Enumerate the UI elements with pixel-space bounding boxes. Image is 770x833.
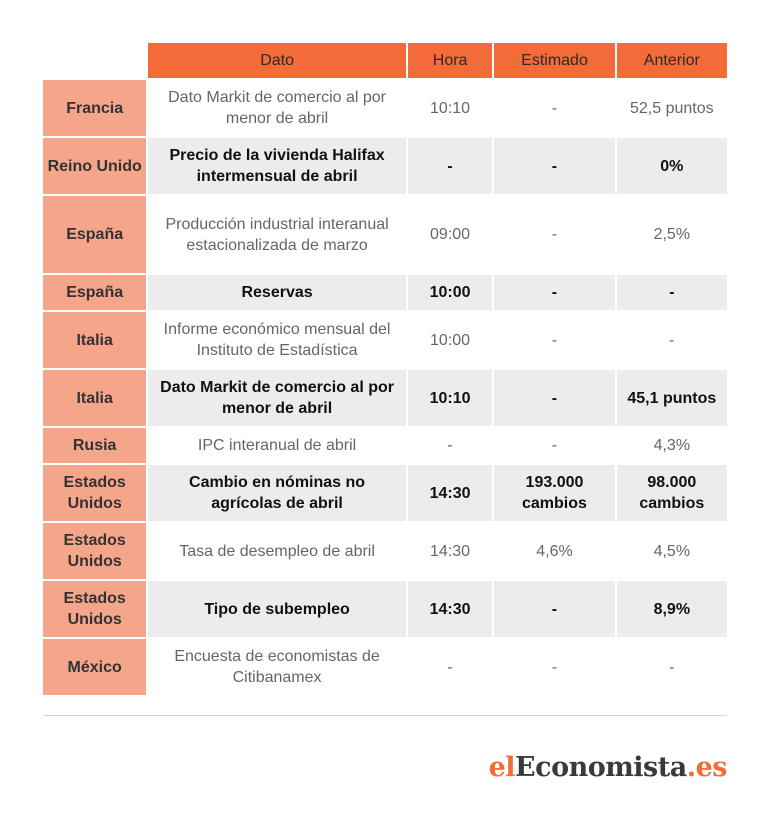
table-row <box>43 312 727 368</box>
anterior-cell: - <box>617 275 727 310</box>
estimado-cell: - <box>494 581 614 637</box>
economic-calendar-table <box>43 43 727 695</box>
country-cell: México <box>43 639 146 695</box>
anterior-cell: 8,9% <box>617 581 727 637</box>
estimado-cell: 193.000 cambios <box>494 465 614 521</box>
estimado-cell: 4,6% <box>494 523 614 579</box>
dato-cell: Informe económico mensual del Instituto de Estadística <box>148 312 405 368</box>
table-header <box>43 43 727 78</box>
hora-cell: 09:00 <box>408 196 493 273</box>
hora-cell: 10:10 <box>408 80 493 136</box>
estimado-cell: - <box>494 428 614 463</box>
dato-cell: Reservas <box>148 275 405 310</box>
dato-cell: IPC interanual de abril <box>148 428 405 463</box>
estimado-cell: - <box>494 370 614 426</box>
country-cell: Estados Unidos <box>43 581 146 637</box>
estimado-cell: - <box>494 138 614 194</box>
anterior-cell: 0% <box>617 138 727 194</box>
anterior-cell: 98.000 cambios <box>617 465 727 521</box>
anterior-cell: 45,1 puntos <box>617 370 727 426</box>
country-cell: Italia <box>43 370 146 426</box>
logo-middle: Economista <box>515 752 687 783</box>
estimado-cell: - <box>494 639 614 695</box>
table-row <box>43 80 727 136</box>
table-row <box>43 138 727 194</box>
eleconomista-logo <box>489 752 727 783</box>
hora-cell: - <box>408 138 493 194</box>
country-cell: Estados Unidos <box>43 523 146 579</box>
hora-cell: 14:30 <box>408 465 493 521</box>
country-cell: Francia <box>43 80 146 136</box>
logo-suffix: .es <box>686 752 727 783</box>
dato-cell: Dato Markit de comercio al por menor de abril <box>148 80 405 136</box>
dato-cell: Precio de la vivienda Halifax intermensual de abril <box>148 138 405 194</box>
country-cell: Estados Unidos <box>43 465 146 521</box>
dato-cell: Cambio en nóminas no agrícolas de abril <box>148 465 405 521</box>
estimado-cell: - <box>494 196 614 273</box>
table-row <box>43 275 727 310</box>
header-spacer <box>43 43 146 78</box>
table-row <box>43 523 727 579</box>
table-body <box>43 80 727 695</box>
hora-cell: 14:30 <box>408 581 493 637</box>
hora-cell: 14:30 <box>408 523 493 579</box>
hora-cell: 10:10 <box>408 370 493 426</box>
estimado-cell: - <box>494 80 614 136</box>
country-cell: Italia <box>43 312 146 368</box>
country-cell: Rusia <box>43 428 146 463</box>
hora-cell: - <box>408 639 493 695</box>
hora-cell: 10:00 <box>408 275 493 310</box>
anterior-cell: 4,3% <box>617 428 727 463</box>
dato-cell: Tasa de desempleo de abril <box>148 523 405 579</box>
table-row <box>43 465 727 521</box>
anterior-cell: - <box>617 639 727 695</box>
dato-cell: Producción industrial interanual estacionalizada de marzo <box>148 196 405 273</box>
anterior-cell: 4,5% <box>617 523 727 579</box>
country-cell: España <box>43 275 146 310</box>
dato-cell: Encuesta de economistas de Citibanamex <box>148 639 405 695</box>
divider <box>43 715 727 716</box>
table-row <box>43 370 727 426</box>
header-hora: Hora <box>408 43 493 78</box>
table-row <box>43 639 727 695</box>
estimado-cell: - <box>494 312 614 368</box>
anterior-cell: 52,5 puntos <box>617 80 727 136</box>
country-cell: España <box>43 196 146 273</box>
table-row <box>43 196 727 273</box>
estimado-cell: - <box>494 275 614 310</box>
header-estimado: Estimado <box>494 43 614 78</box>
country-cell: Reino Unido <box>43 138 146 194</box>
hora-cell: - <box>408 428 493 463</box>
logo-prefix: el <box>488 752 516 783</box>
table-row <box>43 428 727 463</box>
dato-cell: Dato Markit de comercio al por menor de abril <box>148 370 405 426</box>
table-row <box>43 581 727 637</box>
header-dato: Dato <box>148 43 405 78</box>
dato-cell: Tipo de subempleo <box>148 581 405 637</box>
header-anterior: Anterior <box>617 43 727 78</box>
anterior-cell: 2,5% <box>617 196 727 273</box>
anterior-cell: - <box>617 312 727 368</box>
hora-cell: 10:00 <box>408 312 493 368</box>
